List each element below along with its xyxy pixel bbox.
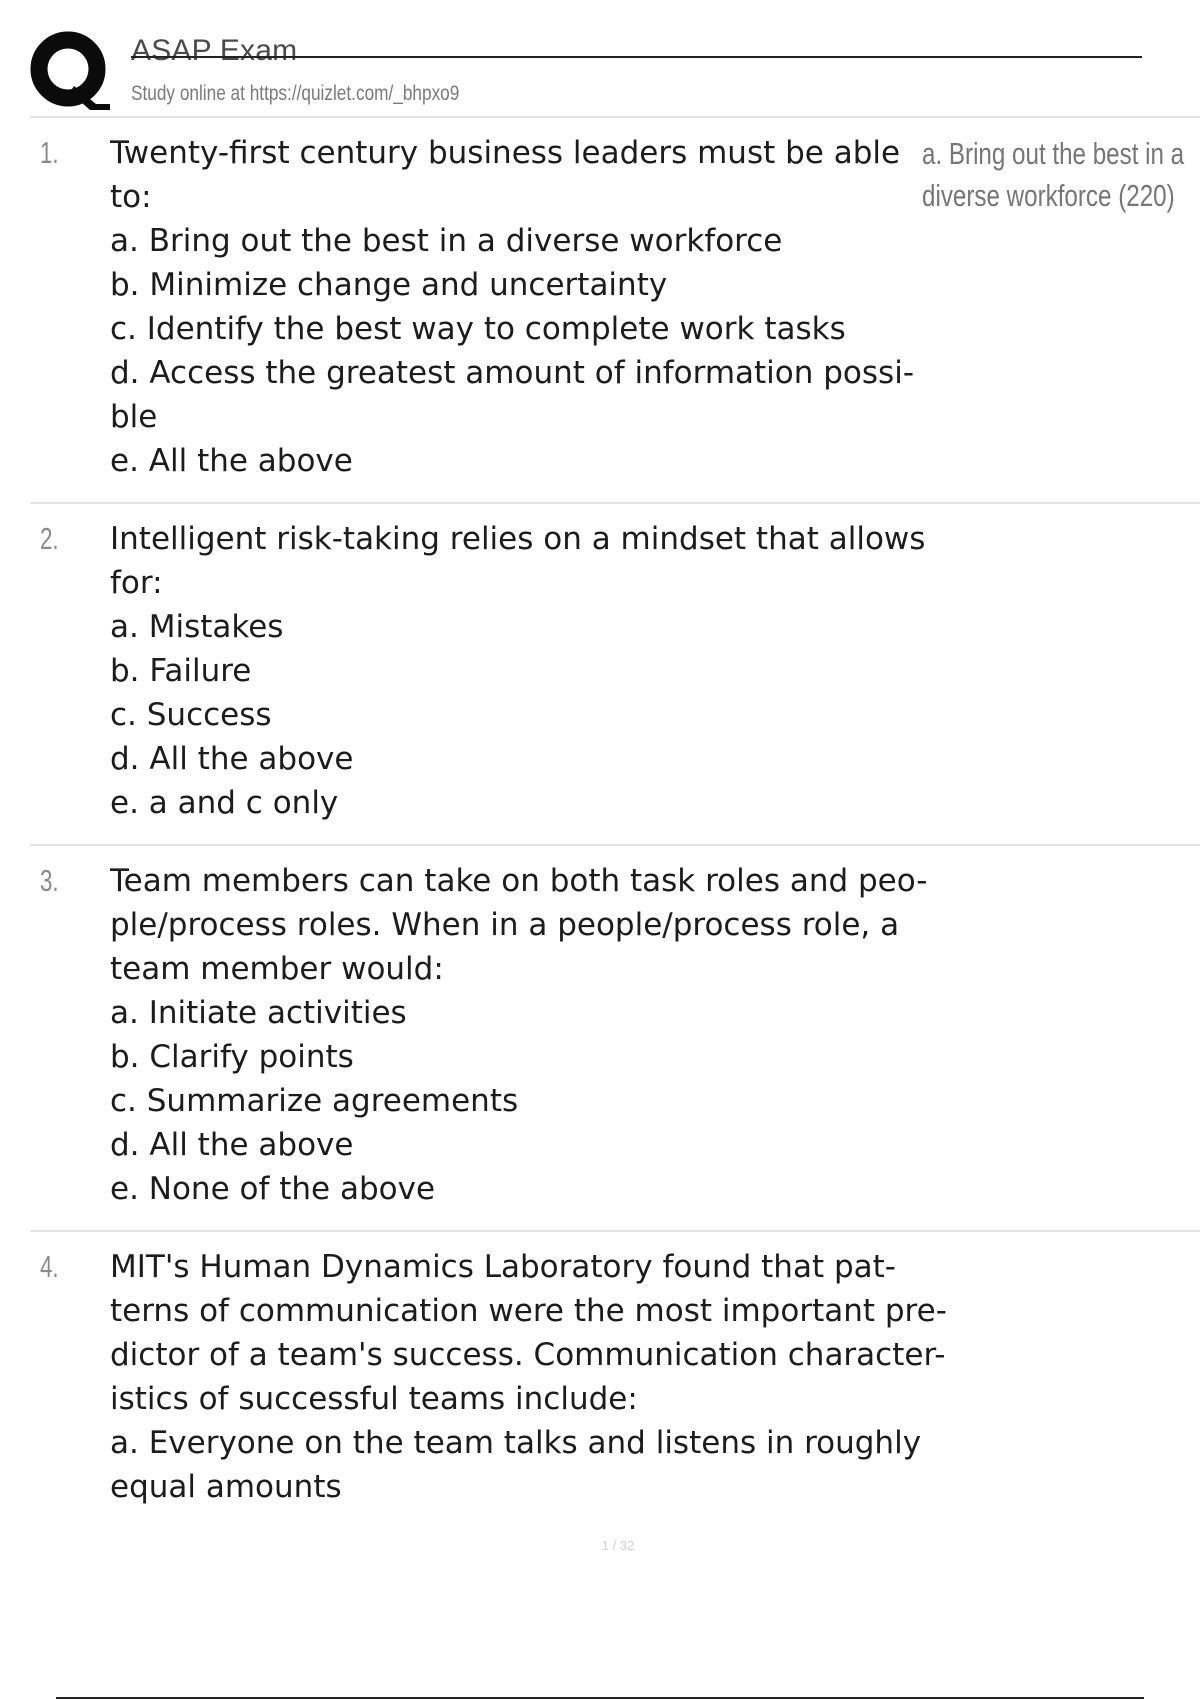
page-number: 1 / 32 [601,1538,635,1553]
question-line: d. All the above [110,741,354,777]
question-line: terns of communication were the most important pre- [110,1293,947,1329]
question-line: equal amounts [110,1469,342,1505]
card-number: 1. [40,135,59,170]
question-line: e. None of the above [110,1171,436,1207]
question-line: a. Bring out the best in a diverse workforce [110,223,783,259]
answer-line: diverse workforce (220) [922,178,1175,213]
flashcard-4 [30,1232,1200,1528]
card-answer [922,133,1185,217]
question-line: Twenty-first century business leaders must be able [110,135,901,171]
question-line: b. Failure [110,653,252,689]
question-line: a. Initiate activities [110,995,407,1031]
question-line: team member would: [110,951,444,987]
question-line: c. Identify the best way to complete work tasks [110,311,846,347]
question-line: c. Success [110,697,272,733]
card-question [110,131,950,483]
question-line: a. Mistakes [110,609,284,645]
question-line: ple/process roles. When in a people/process role, a [110,907,900,943]
flashcard-list [30,118,1200,1528]
quizlet-logo-icon [30,30,110,114]
question-line: for: [110,565,163,601]
question-line: MIT's Human Dynamics Laboratory found that pat- [110,1249,896,1285]
question-line: a. Everyone on the team talks and listens in roughly [110,1425,922,1461]
card-number: 3. [40,863,59,898]
question-line: e. a and c only [110,785,339,821]
card-number: 4. [40,1249,59,1284]
question-line: Intelligent risk-taking relies on a mindset that allows [110,521,926,557]
question-line: d. Access the greatest amount of information possi- [110,355,915,391]
flashcard-2 [30,504,1200,846]
card-question [110,859,950,1211]
question-line: istics of successful teams include: [110,1381,638,1417]
footer-rule [56,1697,1144,1699]
question-line: to: [110,179,152,215]
question-line: Team members can take on both task roles and peo- [110,863,928,899]
title-rule [131,56,1142,58]
study-online-link[interactable]: Study online at https://quizlet.com/_bhpxo9 [131,82,460,105]
question-line: c. Summarize agreements [110,1083,519,1119]
question-line: d. All the above [110,1127,354,1163]
card-question [110,1245,950,1509]
question-line: b. Clarify points [110,1039,354,1075]
question-line: b. Minimize change and uncertainty [110,267,668,303]
question-line: e. All the above [110,443,353,479]
question-line: ble [110,399,158,435]
document-title: ASAP Exam [131,34,298,67]
question-line: dictor of a team's success. Communication character- [110,1337,946,1373]
card-number: 2. [40,521,59,556]
card-question [110,517,950,825]
answer-line: a. Bring out the best in a [922,136,1185,171]
flashcard-3 [30,846,1200,1232]
flashcard-1 [30,118,1200,504]
